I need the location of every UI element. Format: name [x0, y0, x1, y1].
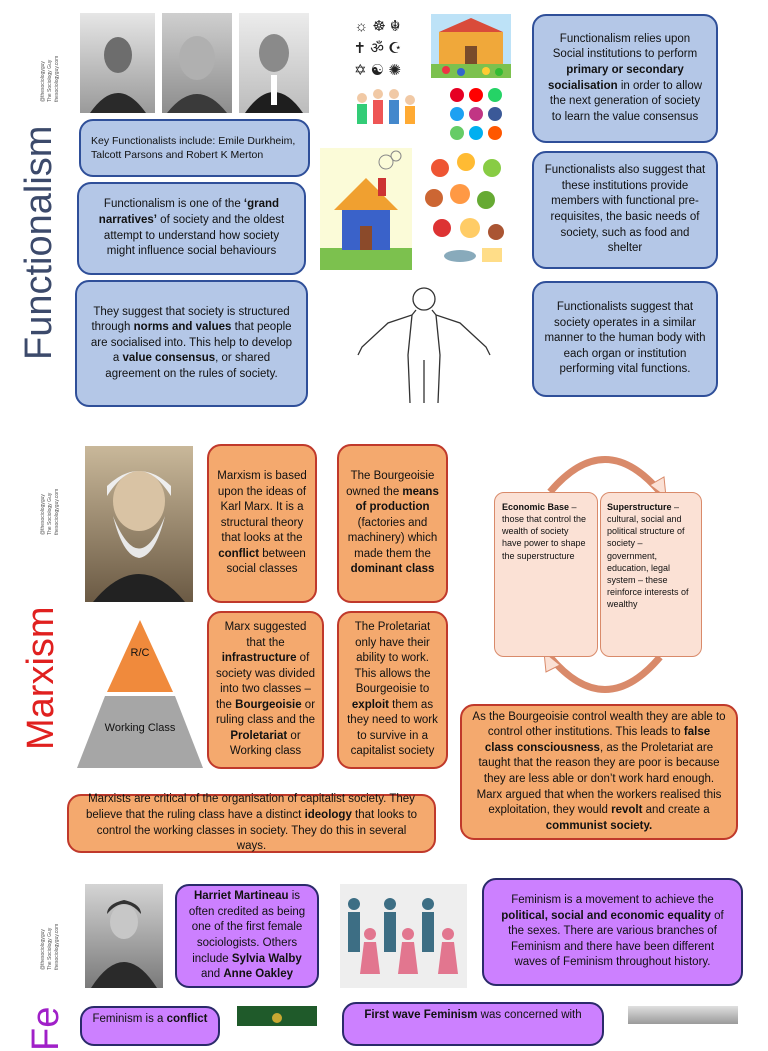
human-body-text: Functionalists suggest that society operates in a similar manner to the human body with each organ or institution performing vital functions.: [544, 301, 706, 376]
food-image: [420, 148, 512, 270]
institutions-text: Functionalism relies upon Social institutions to perform primary or secondary socialisation in order to allow the next generation of society to learn the value consensus: [547, 32, 703, 123]
social-youtube: The Sociology Guy: [47, 927, 53, 970]
social-youtube: The Sociology Guy: [47, 492, 53, 535]
movement-text: Feminism is a movement to achieve the political, social and economic equality of the sexes. There are various branches of Feminism and there have been different waves of Feminism throughout history.: [501, 894, 724, 969]
bourgeoisie-text: The Bourgeoisie owned the means of production (factories and machinery) which made them the dominant class: [346, 470, 439, 576]
feminism-conflict-text: Feminism is a conflict: [92, 1013, 208, 1025]
proletariat-text: The Proletariat only have their ability to work. This allows the Bourgeoisie to exploit them as they need to work to survive in a capitalist society: [347, 621, 438, 758]
false-consciousness-text: As the Bourgeoisie control wealth they are able to control other institutions. This leads to false class consciousness, as the Proletariat are taught that the reason they are poor is because they are less able or don’t work hard enough. Marx argued that when the workers realised this exploitation, they would revolt and create a communist society.: [472, 710, 726, 832]
superstructure-text: Superstructure – cultural, social and political structure of society – government, education, legal system – these reinforce interests of wealthy: [607, 502, 689, 610]
social-handles-marxism: [40, 455, 64, 535]
feminism-title-partial: Fe: [25, 1006, 67, 1051]
social-handles-feminism: [40, 890, 64, 970]
proletariat-box: [337, 611, 448, 769]
merton-photo: [239, 13, 309, 113]
movement-box: [482, 878, 743, 986]
critical-box: [67, 794, 436, 853]
social-twitter: @thesociologyguy: [40, 929, 46, 970]
key-functionalists-box: [79, 119, 310, 177]
pyramid-top-label: R/C: [130, 647, 150, 659]
suffragette-photo: [628, 1006, 738, 1024]
first-wave-box: [342, 1002, 604, 1046]
norms-values-box: [75, 280, 308, 407]
norms-values-text: They suggest that society is structured through norms and values that people are socialised into. This help to develop a value consensus, or shared agreement on the rules of society.: [90, 305, 293, 380]
social-twitter: @thesociologyguy: [40, 494, 46, 535]
key-functionalists-text: Key Functionalists include: Emile Durkheim, Talcott Parsons and Robert K Merton: [91, 134, 296, 161]
social-handles: [40, 22, 64, 102]
marxism-title: Marxism: [20, 606, 62, 750]
durkheim-photo: [80, 13, 155, 113]
school-image: [431, 14, 511, 78]
parsons-photo: [162, 13, 232, 113]
harriet-martineau-photo: [85, 884, 163, 988]
gender-people-image: [340, 884, 467, 988]
prerequisites-box: [532, 151, 718, 269]
critical-text: Marxists are critical of the organisation of capitalist society. They believe that the ruling class have a distinct ideology that looks to control the working classes in society. They do this in several ways.: [85, 793, 418, 853]
pyramid-bottom-label: Working Class: [104, 722, 176, 734]
prerequisites-text: Functionalists also suggest that these institutions provide members with functional pre-requisites, the basic needs of society, such as food and shelter: [544, 164, 706, 255]
human-body-outline: [352, 285, 497, 403]
bourgeoisie-box: [337, 444, 448, 603]
martineau-box: [175, 884, 319, 988]
first-wave-text: First wave Feminism was concerned with: [364, 1009, 582, 1021]
karl-marx-photo: [85, 446, 193, 602]
house-image: [320, 148, 412, 270]
infrastructure-box: [207, 611, 324, 769]
false-consciousness-box: [460, 704, 738, 840]
social-twitter: @thesociologyguy: [40, 61, 46, 102]
economic-base-text: Economic Base – those that control the wealth of society have power to shape the superstructure: [502, 502, 587, 561]
marxism-intro-text: Marxism is based upon the ideas of Karl Marx. It is a structural theory that looks at the conflict between social classes: [217, 470, 307, 576]
religion-symbols-image: [340, 16, 415, 86]
religion-icon: ☼ ☸ ☬ ✝ ॐ ☪ ✡ ☯ ✺: [353, 18, 402, 79]
economic-base-box: [494, 492, 598, 657]
social-web: thesociologyguy.com: [54, 923, 60, 970]
human-body-box: [532, 281, 718, 397]
class-pyramid: [75, 618, 205, 770]
suffragette-flag-image: [237, 1006, 317, 1026]
social-web: thesociologyguy.com: [54, 488, 60, 535]
social-media-icons: [448, 86, 506, 142]
institutions-box: [532, 14, 718, 143]
social-web: thesociologyguy.com: [54, 55, 60, 102]
functionalism-title: Functionalism: [18, 125, 60, 360]
grand-narratives-box: [77, 182, 306, 275]
feminism-conflict-box: [80, 1006, 220, 1046]
family-image: [352, 84, 422, 134]
superstructure-box: [600, 492, 702, 657]
martineau-text: Harriet Martineau is often credited as being one of the first female sociologists. Others include Sylvia Walby and Anne Oakley: [188, 890, 306, 981]
infrastructure-text: Marx suggested that the infrastructure of society was divided into two classes – the Bourgeoisie or ruling class and the Proletariat or Working class: [215, 621, 316, 758]
marxism-intro-box: [207, 444, 317, 603]
social-youtube: The Sociology Guy: [47, 59, 53, 102]
grand-narratives-text: Functionalism is one of the ‘grand narratives’ of society and the oldest attempt to understand how society might influence social behaviours: [98, 198, 285, 258]
